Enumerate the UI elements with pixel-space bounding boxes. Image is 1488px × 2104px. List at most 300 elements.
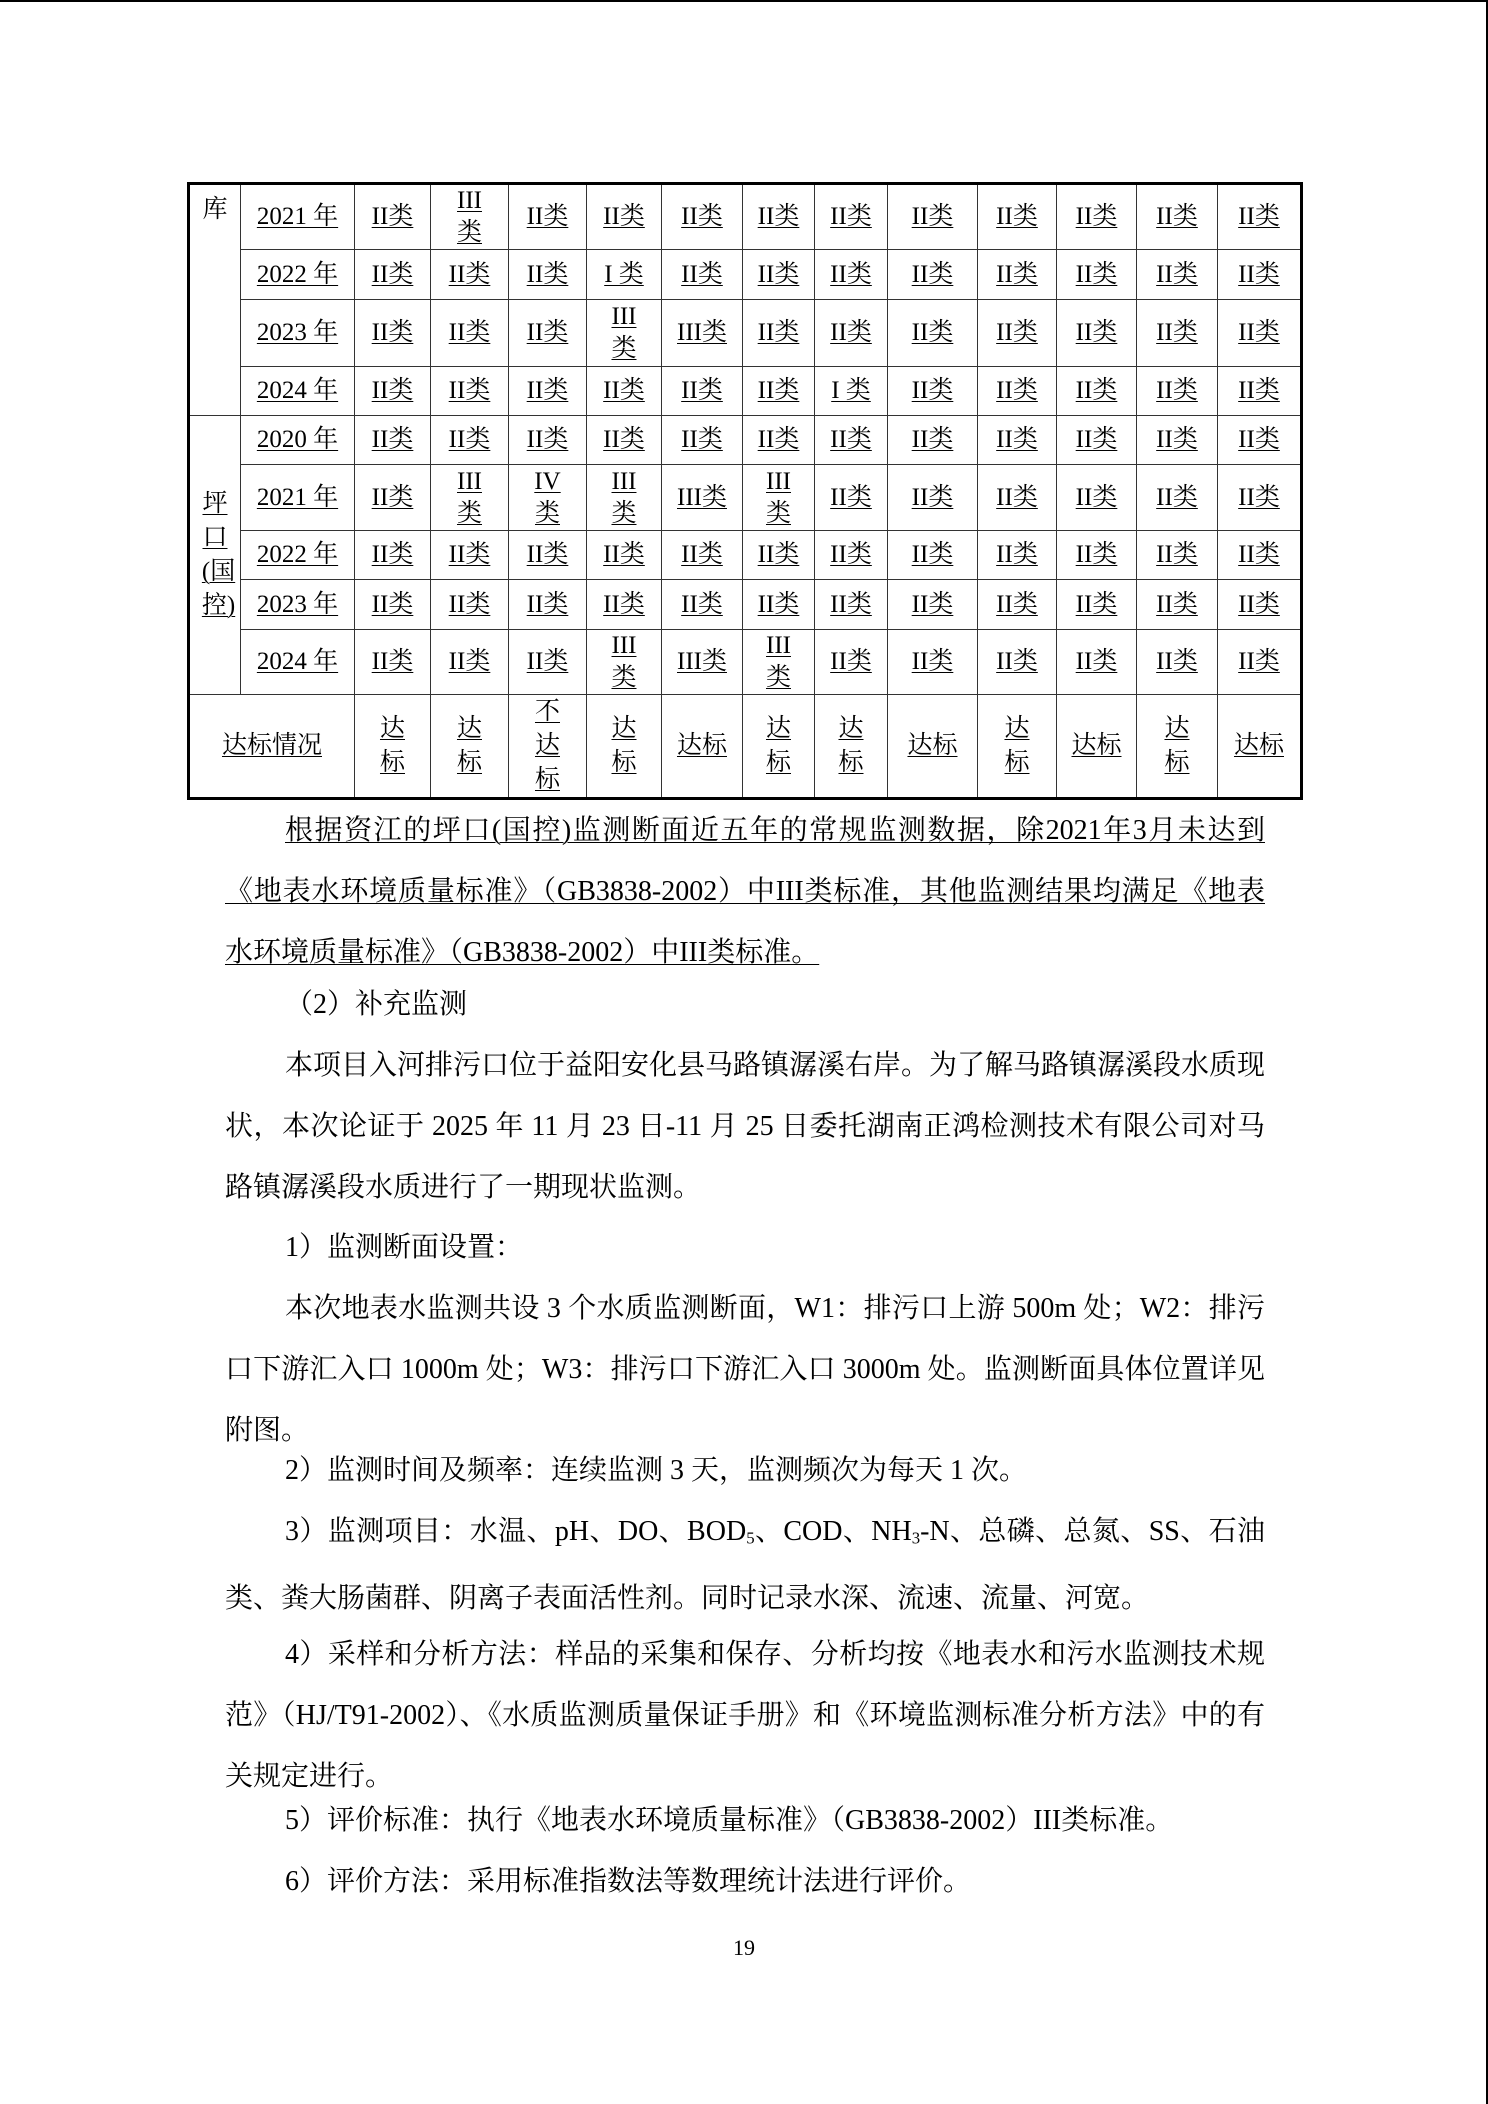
water-class-value: II类 xyxy=(681,377,723,404)
compliance-value: 达标 xyxy=(456,715,482,776)
water-class-value: IV类 xyxy=(534,467,561,527)
water-class-cell xyxy=(1218,300,1302,367)
water-class-value: II类 xyxy=(911,483,954,511)
water-class-cell xyxy=(743,416,815,465)
water-class-cell xyxy=(888,531,978,580)
water-class-cell xyxy=(978,580,1057,630)
water-class-value: II类 xyxy=(681,260,723,288)
water-class-value: III类 xyxy=(611,303,637,362)
water-class-value: II类 xyxy=(448,541,491,568)
water-class-cell xyxy=(1218,531,1302,580)
water-class-value: III类 xyxy=(765,467,791,527)
page-number: 19 xyxy=(733,1935,755,1960)
water-class-value: II类 xyxy=(757,377,800,404)
water-class-cell xyxy=(743,465,815,531)
water-class-cell xyxy=(431,580,509,630)
water-class-cell xyxy=(815,300,888,367)
water-class-value: II类 xyxy=(1075,590,1118,618)
compliance-cell xyxy=(509,695,587,799)
table-row xyxy=(189,367,1302,416)
water-class-cell xyxy=(978,630,1057,695)
water-class-value: II类 xyxy=(526,319,569,346)
conclusion-text: 根据资江的坪口(国控)监测断面近五年的常规监测数据，除2021年3月未达到《地表水环境质量标准》（GB3838-2002）中III类标准，其他监测结果均满足《地表水环境质量标准》（GB3838-2002）中III类标准。 xyxy=(225,815,1265,968)
item2-text: 2）监测时间及频率：连续监测 3 天，监测频次为每天 1 次。 xyxy=(285,1455,1028,1486)
compliance-cell xyxy=(355,695,431,799)
water-class-value: II类 xyxy=(1156,648,1198,675)
compliance-value: 达标 xyxy=(1233,732,1284,759)
year-label: 2020 年 xyxy=(256,426,339,453)
water-class-value: II类 xyxy=(526,590,569,618)
item6-text: 6）评价方法：采用标准指数法等数理统计法进行评价。 xyxy=(285,1866,972,1897)
water-class-value: II类 xyxy=(371,260,414,288)
water-class-cell xyxy=(1057,367,1137,416)
year-cell xyxy=(241,580,355,630)
water-class-cell xyxy=(1137,300,1218,367)
water-class-cell xyxy=(888,465,978,531)
water-class-value: II类 xyxy=(1156,483,1198,511)
compliance-cell xyxy=(1057,695,1137,799)
item3-paragraph xyxy=(225,1501,1265,1629)
water-class-value: III类 xyxy=(456,187,482,246)
water-class-cell xyxy=(587,580,662,630)
water-class-value: II类 xyxy=(526,260,569,288)
water-class-cell xyxy=(743,300,815,367)
summary-label: 达标情况 xyxy=(221,732,322,759)
water-class-cell xyxy=(662,250,743,300)
water-class-cell xyxy=(355,465,431,531)
water-class-cell xyxy=(509,184,587,250)
water-class-cell xyxy=(431,300,509,367)
item1-body xyxy=(225,1278,1265,1461)
water-class-value: II类 xyxy=(603,590,645,618)
water-class-value: II类 xyxy=(1156,319,1198,346)
water-class-value: III类 xyxy=(677,319,727,346)
item1-body-text: 本次地表水监测共设 3 个水质监测断面，W1：排污口上游 500m 处；W2：排污口下游汇入口 1000m 处；W3：排污口下游汇入口 3000m 处。监测断面具体位置详见附图。 xyxy=(225,1293,1265,1446)
section-heading-text: （2）补充监测 xyxy=(285,989,468,1020)
water-class-cell xyxy=(1218,367,1302,416)
water-class-value: II类 xyxy=(996,203,1038,230)
table-row xyxy=(189,184,1302,250)
water-class-value: II类 xyxy=(1238,483,1280,511)
water-class-cell xyxy=(431,465,509,531)
water-class-value: II类 xyxy=(1238,541,1280,568)
year-cell xyxy=(241,416,355,465)
water-class-cell xyxy=(587,630,662,695)
water-class-value: II类 xyxy=(1156,377,1198,404)
water-class-cell xyxy=(1137,465,1218,531)
water-class-cell xyxy=(743,367,815,416)
item3-subscript-5: 5 xyxy=(746,1528,755,1548)
water-class-value: II类 xyxy=(371,319,414,346)
item3-subscript-3: 3 xyxy=(911,1528,921,1548)
water-class-cell xyxy=(1057,416,1137,465)
compliance-cell xyxy=(431,695,509,799)
water-class-cell xyxy=(355,184,431,250)
compliance-cell xyxy=(587,695,662,799)
item4-text: 4）采样和分析方法：样品的采集和保存、分析均按《地表水和污水监测技术规范》（HJ/T91-2002）、《水质监测质量保证手册》和《环境监测标准分析方法》中的有关规定进行。 xyxy=(225,1639,1265,1792)
water-class-value: II类 xyxy=(911,260,954,288)
water-class-cell xyxy=(815,580,888,630)
water-class-value: II类 xyxy=(757,203,800,230)
water-class-value: II类 xyxy=(526,541,569,568)
water-class-value: II类 xyxy=(830,648,872,675)
water-class-cell xyxy=(1057,250,1137,300)
water-class-value: II类 xyxy=(371,541,414,568)
item5-paragraph xyxy=(225,1790,1265,1851)
water-class-cell xyxy=(1137,531,1218,580)
water-class-value: II类 xyxy=(1238,319,1280,346)
water-class-value: II类 xyxy=(448,426,491,453)
water-class-value: II类 xyxy=(526,377,569,404)
water-class-value: II类 xyxy=(1075,203,1118,230)
water-class-value: II类 xyxy=(603,377,645,404)
water-class-cell xyxy=(1137,184,1218,250)
water-class-cell xyxy=(662,367,743,416)
water-class-cell xyxy=(587,367,662,416)
compliance-cell xyxy=(662,695,743,799)
water-class-cell xyxy=(743,580,815,630)
water-class-value: II类 xyxy=(996,590,1038,618)
water-class-value: II类 xyxy=(1238,426,1280,453)
water-class-cell xyxy=(662,416,743,465)
water-class-value: II类 xyxy=(757,426,800,453)
water-class-value: II类 xyxy=(1238,648,1280,675)
water-class-value: II类 xyxy=(911,541,954,568)
water-class-value: II类 xyxy=(996,260,1038,288)
water-class-cell xyxy=(743,630,815,695)
water-class-cell xyxy=(662,531,743,580)
water-class-cell xyxy=(815,416,888,465)
water-class-value: II类 xyxy=(1075,319,1118,346)
water-class-value: II类 xyxy=(830,260,872,288)
water-class-cell xyxy=(431,416,509,465)
item5-text: 5）评价标准：执行《地表水环境质量标准》（GB3838-2002）III类标准。 xyxy=(285,1805,1174,1836)
compliance-cell xyxy=(888,695,978,799)
water-class-cell xyxy=(509,580,587,630)
water-class-value: II类 xyxy=(371,203,414,230)
item1-title xyxy=(225,1217,1265,1278)
water-class-value: II类 xyxy=(1075,426,1118,453)
water-class-value: II类 xyxy=(757,541,800,568)
water-class-value: II类 xyxy=(830,483,872,511)
water-class-cell xyxy=(355,416,431,465)
year-cell xyxy=(241,465,355,531)
water-class-cell xyxy=(587,250,662,300)
year-cell xyxy=(241,630,355,695)
item3-prefix: 3）监测项目：水温、pH、DO、BOD xyxy=(285,1516,747,1547)
water-class-cell xyxy=(815,367,888,416)
water-class-value: II类 xyxy=(448,590,491,618)
water-class-cell xyxy=(978,250,1057,300)
item3-suffix: -N、总磷、总氮、SS、石油类、粪大肠菌群、阴离子表面活性剂。同时记录水深、流速、流量、河宽。 xyxy=(225,1516,1266,1615)
water-class-cell xyxy=(1137,580,1218,630)
water-class-value: II类 xyxy=(996,426,1038,453)
water-class-cell xyxy=(815,630,888,695)
water-class-cell xyxy=(1137,367,1218,416)
water-class-value: II类 xyxy=(996,648,1038,675)
water-class-value: III类 xyxy=(611,467,637,527)
compliance-value: 达标 xyxy=(907,732,958,759)
compliance-cell xyxy=(815,695,888,799)
water-class-cell xyxy=(1218,184,1302,250)
water-class-cell xyxy=(662,184,743,250)
water-class-value: II类 xyxy=(830,319,872,346)
year-label: 2022 年 xyxy=(256,541,339,568)
water-class-cell xyxy=(1218,630,1302,695)
year-label: 2023 年 xyxy=(256,319,339,346)
water-class-cell xyxy=(978,300,1057,367)
year-cell xyxy=(241,250,355,300)
item2-paragraph xyxy=(225,1440,1265,1501)
water-class-value: I 类 xyxy=(604,260,644,288)
intro-paragraph xyxy=(225,1035,1265,1218)
water-class-value: II类 xyxy=(911,377,954,404)
water-class-value: II类 xyxy=(1156,541,1198,568)
station-name-cell xyxy=(189,184,241,416)
conclusion-paragraph xyxy=(225,800,1265,983)
section-heading xyxy=(225,974,1265,1035)
water-class-cell xyxy=(662,465,743,531)
water-class-value: II类 xyxy=(1156,260,1198,288)
year-label: 2023 年 xyxy=(256,590,339,618)
water-class-cell xyxy=(888,630,978,695)
water-class-value: II类 xyxy=(830,590,872,618)
water-class-cell xyxy=(1137,630,1218,695)
water-class-cell xyxy=(1057,465,1137,531)
water-class-cell xyxy=(1218,465,1302,531)
water-class-value: II类 xyxy=(911,203,954,230)
water-class-value: I 类 xyxy=(831,377,871,404)
water-class-value: II类 xyxy=(996,377,1038,404)
water-class-cell xyxy=(743,184,815,250)
water-class-value: II类 xyxy=(1075,260,1118,288)
water-class-cell xyxy=(888,250,978,300)
station-name: 坪口(国控) xyxy=(201,490,236,619)
water-class-value: II类 xyxy=(911,319,954,346)
water-class-cell xyxy=(509,630,587,695)
year-label: 2021 年 xyxy=(256,203,339,230)
water-class-value: II类 xyxy=(1156,426,1198,453)
compliance-value: 达标 xyxy=(765,715,791,776)
water-class-value: II类 xyxy=(1238,377,1280,404)
water-class-cell xyxy=(743,250,815,300)
table-row xyxy=(189,580,1302,630)
water-class-cell xyxy=(978,465,1057,531)
water-class-value: II类 xyxy=(1238,590,1280,618)
table-row xyxy=(189,630,1302,695)
intro-text: 本项目入河排污口位于益阳安化县马路镇潺溪右岸。为了解马路镇潺溪段水质现状，本次论证于 2025 年 11 月 23 日-11 月 25 日委托湖南正鸿检测技术有限公司对马路镇潺溪段水质进行了一期现状监测。 xyxy=(225,1050,1266,1203)
item1-title-text: 1）监测断面设置： xyxy=(285,1232,524,1263)
water-class-value: II类 xyxy=(1238,260,1280,288)
water-class-cell xyxy=(743,531,815,580)
water-class-value: II类 xyxy=(911,648,954,675)
water-class-cell xyxy=(978,531,1057,580)
water-class-cell xyxy=(1057,300,1137,367)
water-class-cell xyxy=(509,531,587,580)
water-class-cell xyxy=(888,580,978,630)
water-class-value: II类 xyxy=(371,590,414,618)
water-class-cell xyxy=(888,184,978,250)
item4-paragraph xyxy=(225,1624,1265,1807)
water-class-value: III类 xyxy=(677,648,727,675)
water-class-cell xyxy=(355,250,431,300)
water-class-value: III类 xyxy=(677,483,727,511)
water-class-cell xyxy=(1057,184,1137,250)
water-class-cell xyxy=(1218,250,1302,300)
water-class-cell xyxy=(662,300,743,367)
water-class-value: III类 xyxy=(456,467,482,527)
item6-paragraph xyxy=(225,1851,1265,1912)
water-class-value: II类 xyxy=(911,590,954,618)
table-row xyxy=(189,531,1302,580)
water-class-cell xyxy=(509,416,587,465)
compliance-cell xyxy=(1218,695,1302,799)
water-class-cell xyxy=(431,250,509,300)
item3-mid: 、COD、NH xyxy=(754,1516,912,1547)
table-row xyxy=(189,416,1302,465)
water-class-value: II类 xyxy=(830,426,872,453)
water-class-cell xyxy=(431,630,509,695)
water-class-value: II类 xyxy=(603,541,645,568)
water-class-cell xyxy=(1057,580,1137,630)
water-class-value: II类 xyxy=(448,648,491,675)
water-class-value: II类 xyxy=(448,319,491,346)
water-class-cell xyxy=(431,531,509,580)
water-class-value: II类 xyxy=(603,426,645,453)
water-class-value: II类 xyxy=(448,260,491,288)
water-class-value: II类 xyxy=(371,483,414,511)
compliance-value: 不达标 xyxy=(534,698,560,793)
compliance-value: 达标 xyxy=(611,715,637,776)
water-class-value: II类 xyxy=(1156,590,1198,618)
water-class-cell xyxy=(815,531,888,580)
water-class-value: II类 xyxy=(1075,541,1118,568)
compliance-value: 达标 xyxy=(1004,715,1030,776)
water-class-cell xyxy=(587,465,662,531)
water-class-cell xyxy=(509,250,587,300)
water-class-cell xyxy=(978,184,1057,250)
water-class-value: II类 xyxy=(371,426,414,453)
compliance-cell xyxy=(1137,695,1218,799)
water-class-value: II类 xyxy=(996,541,1038,568)
water-class-value: II类 xyxy=(526,648,569,675)
water-class-value: II类 xyxy=(1075,377,1118,404)
water-class-cell xyxy=(662,580,743,630)
compliance-value: 达标 xyxy=(1071,732,1122,759)
water-class-cell xyxy=(355,367,431,416)
water-class-cell xyxy=(978,416,1057,465)
water-class-value: II类 xyxy=(830,541,872,568)
water-class-cell xyxy=(1137,416,1218,465)
water-class-value: II类 xyxy=(996,483,1038,511)
year-label: 2022 年 xyxy=(256,260,339,288)
water-class-cell xyxy=(355,580,431,630)
year-label: 2024 年 xyxy=(256,648,339,675)
water-class-cell xyxy=(662,630,743,695)
water-class-cell xyxy=(815,250,888,300)
compliance-cell xyxy=(743,695,815,799)
water-class-cell xyxy=(587,300,662,367)
table-row xyxy=(189,250,1302,300)
year-label: 2024 年 xyxy=(256,377,339,404)
water-class-cell xyxy=(1057,531,1137,580)
water-class-value: II类 xyxy=(757,260,800,288)
water-class-cell xyxy=(1218,580,1302,630)
water-class-value: II类 xyxy=(1075,648,1118,675)
water-class-cell xyxy=(355,630,431,695)
page-top-edge xyxy=(0,0,1488,2)
water-class-cell xyxy=(888,367,978,416)
water-class-value: II类 xyxy=(911,426,954,453)
table-body xyxy=(189,184,1302,799)
water-quality-table xyxy=(187,182,1303,800)
water-class-value: III类 xyxy=(765,632,791,691)
water-class-cell xyxy=(815,465,888,531)
water-class-cell xyxy=(1057,630,1137,695)
compliance-value: 达标 xyxy=(379,715,405,776)
water-class-value: II类 xyxy=(681,426,723,453)
water-class-cell xyxy=(355,531,431,580)
water-class-cell xyxy=(815,184,888,250)
compliance-cell xyxy=(978,695,1057,799)
year-cell xyxy=(241,531,355,580)
water-class-cell xyxy=(509,465,587,531)
station-name: 库 xyxy=(202,196,228,223)
water-class-cell xyxy=(431,367,509,416)
water-class-value: II类 xyxy=(681,541,723,568)
water-class-value: II类 xyxy=(603,203,645,230)
year-cell xyxy=(241,300,355,367)
water-class-cell xyxy=(888,416,978,465)
table-row xyxy=(189,300,1302,367)
water-class-cell xyxy=(888,300,978,367)
water-class-cell xyxy=(509,367,587,416)
water-class-cell xyxy=(587,531,662,580)
year-cell xyxy=(241,184,355,250)
water-class-value: II类 xyxy=(830,203,872,230)
water-class-value: II类 xyxy=(1075,483,1118,511)
summary-label-cell xyxy=(189,695,355,799)
water-class-cell xyxy=(1218,416,1302,465)
compliance-value: 达标 xyxy=(838,715,864,776)
water-class-value: II类 xyxy=(1238,203,1280,230)
water-class-value: III类 xyxy=(611,632,637,691)
water-class-cell xyxy=(1137,250,1218,300)
water-class-value: II类 xyxy=(757,590,800,618)
water-class-cell xyxy=(509,300,587,367)
water-class-cell xyxy=(587,416,662,465)
year-label: 2021 年 xyxy=(256,483,339,511)
compliance-value: 达标 xyxy=(1164,715,1190,776)
water-class-value: II类 xyxy=(526,203,569,230)
water-class-cell xyxy=(431,184,509,250)
water-class-value: II类 xyxy=(371,648,414,675)
year-cell xyxy=(241,367,355,416)
water-class-value: II类 xyxy=(681,590,723,618)
table-row xyxy=(189,465,1302,531)
water-class-value: II类 xyxy=(1156,203,1198,230)
water-class-cell xyxy=(587,184,662,250)
summary-row xyxy=(189,695,1302,799)
water-class-cell xyxy=(355,300,431,367)
water-class-cell xyxy=(978,367,1057,416)
water-class-value: II类 xyxy=(681,203,723,230)
water-class-value: II类 xyxy=(526,426,569,453)
station-name-cell xyxy=(189,416,241,695)
water-class-value: II类 xyxy=(996,319,1038,346)
water-class-value: II类 xyxy=(757,319,800,346)
water-class-value: II类 xyxy=(371,377,414,404)
